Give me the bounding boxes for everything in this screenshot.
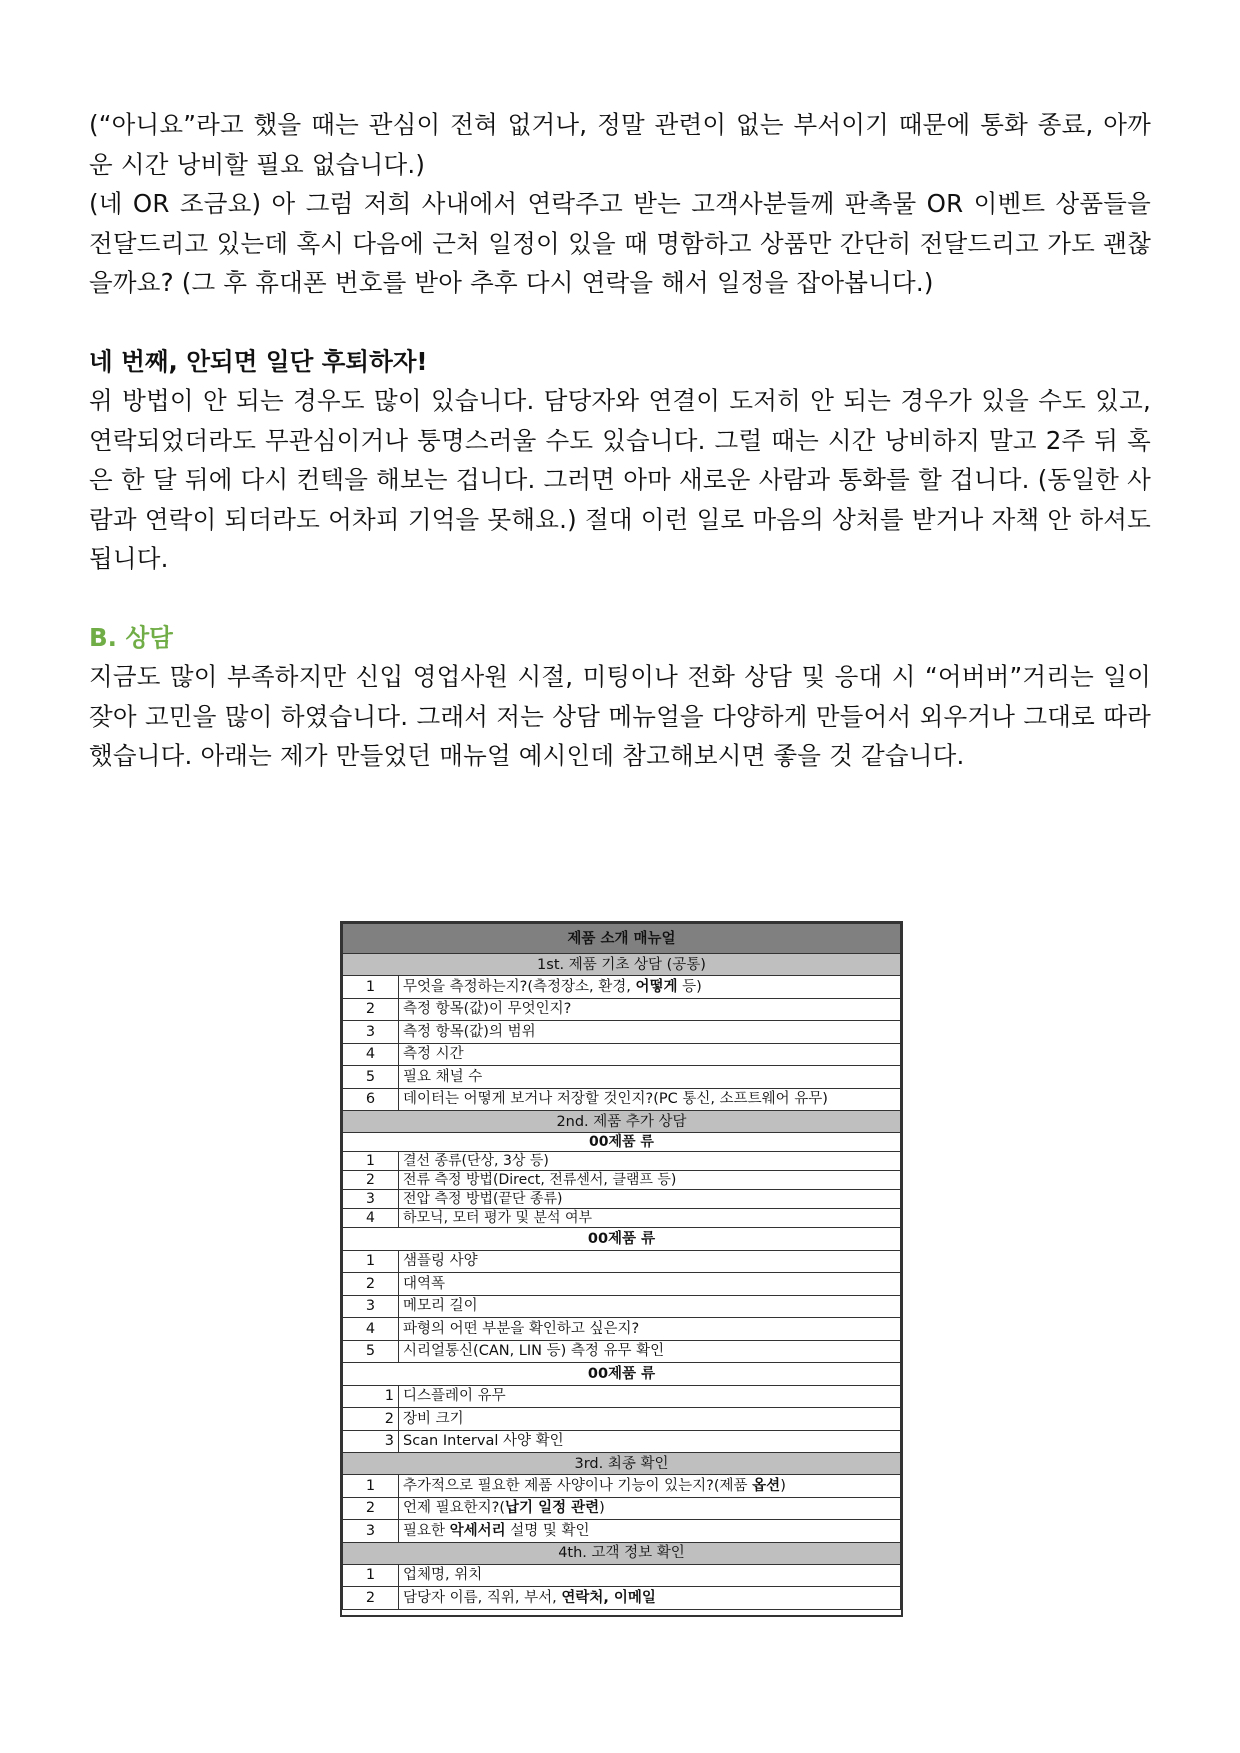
category-header: 00제품 류 [343, 1228, 901, 1251]
table-row: 6 데이터는 어떻게 보거나 저장할 것인지?(PC 통신, 소프트웨어 유무) [343, 1088, 901, 1111]
section-header: 4th. 고객 정보 확인 [343, 1542, 901, 1564]
heading-fourth: 네 번째, 안되면 일단 후퇴하자! [89, 346, 428, 376]
table-row: 4 측정 시간 [343, 1043, 901, 1066]
manual-table-image [340, 921, 903, 1617]
table-row: 2 담당자 이름, 직위, 부서, 연락처, 이메일 [343, 1587, 901, 1610]
category-header: 00제품 류 [343, 1133, 901, 1152]
table-row: 2 전류 측정 방법(Direct, 전류센서, 클램프 등) [343, 1171, 901, 1190]
paragraph-no-reply: (“아니요”라고 했을 때는 관심이 전혀 없거나, 정말 관련이 없는 부서이기 때문에 통화 종료, 아까운 시간 낭비할 필요 없습니다.) [89, 110, 1151, 179]
table-row: 1 결선 종류(단상, 3상 등) [343, 1152, 901, 1171]
table-row: 3 필요한 악세서리 설명 및 확인 [343, 1520, 901, 1543]
table-row: 1 업체명, 위치 [343, 1564, 901, 1587]
table-row: 3 측정 항목(값)의 범위 [343, 1021, 901, 1044]
section-header: 2nd. 제품 추가 상담 [343, 1111, 901, 1133]
table-row: 2 측정 항목(값)이 무엇인지? [343, 998, 901, 1021]
paragraph-consulting: 지금도 많이 부족하지만 신입 영업사원 시절, 미팅이나 전화 상담 및 응대 시 “어버버”거리는 일이 잦아 고민을 많이 하였습니다. 그래서 저는 상담 메뉴얼을 다양하게 만들어서 외우거나 그대로 따라 했습니다. 아래는 제가 만들었던 매뉴얼 예시인데 참고해보시면 좋을 것 같습니다. [89, 662, 1151, 770]
table-row: 1 무엇을 측정하는지?(측정장소, 환경, 어떻게 등) [343, 976, 901, 999]
table-row: 2 장비 크기 [343, 1408, 901, 1431]
table-row: 3 메모리 길이 [343, 1295, 901, 1318]
table-row: 5 필요 채널 수 [343, 1066, 901, 1089]
table-row: 4 하모닉, 모터 평가 및 분석 여부 [343, 1209, 901, 1228]
paragraph-yes-reply: (네 OR 조금요) 아 그럼 저희 사내에서 연락주고 받는 고객사분들께 판촉물 OR 이벤트 상품들을 전달드리고 있는데 혹시 다음에 근처 일정이 있을 때 명함하고 상품만 간단히 전달드리고 가도 괜찮을까요? (그 후 휴대폰 번호를 받아 추후 다시 연락을 해서 일정을 잡아봅니다.) [89, 189, 1151, 297]
table-row: 5 시리얼통신(CAN, LIN 등) 측정 유무 확인 [343, 1340, 901, 1363]
section-header: 1st. 제품 기초 상담 (공통) [343, 954, 901, 976]
document-body [89, 105, 1151, 776]
table-row: 3 Scan Interval 사양 확인 [343, 1430, 901, 1453]
table-row: 4 파형의 어떤 부분을 확인하고 싶은지? [343, 1318, 901, 1341]
table-row: 1 샘플링 사양 [343, 1250, 901, 1273]
paragraph-retreat: 위 방법이 안 되는 경우도 많이 있습니다. 담당자와 연결이 도저히 안 되는 경우가 있을 수도 있고, 연락되었더라도 무관심이거나 퉁명스러울 수도 있습니다. 그럴 때는 시간 낭비하지 말고 2주 뒤 혹은 한 달 뒤에 다시 컨텍을 해보는 겁니다. 그러면 아마 새로운 사람과 통화를 할 겁니다. (동일한 사람과 연락이 되더라도 어차피 기억을 못해요.) 절대 이런 일로 마음의 상처를 받거나 자책 안 하셔도 됩니다. [89, 386, 1151, 573]
table-row: 3 전압 측정 방법(끝단 종류) [343, 1190, 901, 1209]
manual-table [342, 923, 901, 1610]
table-title: 제품 소개 매뉴얼 [343, 924, 901, 954]
table-row: 1 디스플레이 유무 [343, 1385, 901, 1408]
category-header: 00제품 류 [343, 1363, 901, 1386]
table-row: 1 추가적으로 필요한 제품 사양이나 기능이 있는지?(제품 옵션) [343, 1475, 901, 1498]
table-row: 2 대역폭 [343, 1273, 901, 1296]
section-heading-b: B. 상담 [89, 622, 173, 652]
section-header: 3rd. 최종 확인 [343, 1453, 901, 1475]
table-row: 2 언제 필요한지?(납기 일정 관련) [343, 1497, 901, 1520]
